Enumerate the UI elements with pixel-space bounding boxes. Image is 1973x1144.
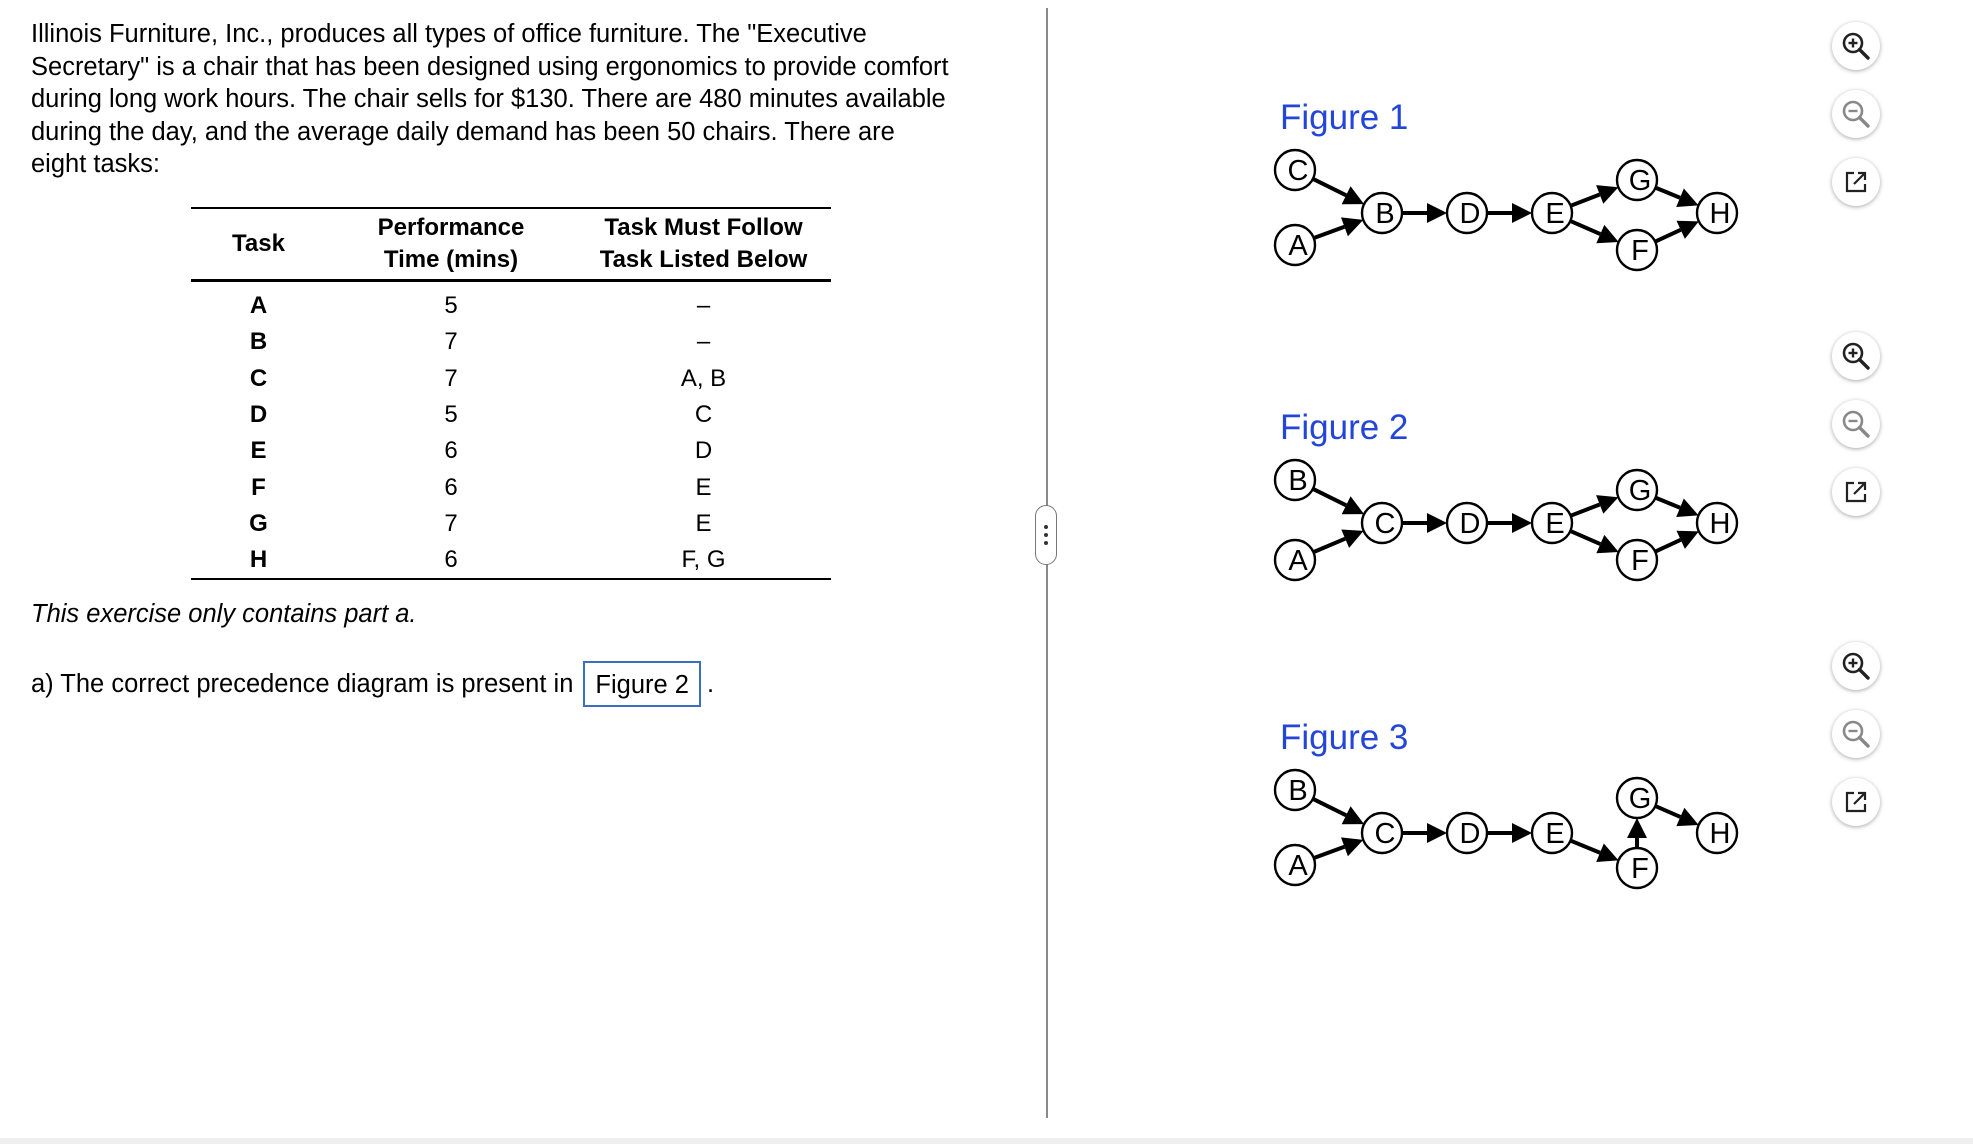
follow-cell: A, B: [680, 364, 727, 392]
problem-statement: [31, 18, 1011, 181]
zoom-out-icon: [1840, 718, 1872, 750]
node-B: [1362, 193, 1402, 233]
node-F: [1617, 848, 1657, 888]
figure-1: [1270, 98, 1790, 298]
node-label: E: [1545, 818, 1565, 850]
figure-3-diagram: [1270, 758, 1790, 908]
figure-title: Figure 3: [1280, 718, 1409, 757]
task-cell: D: [249, 401, 268, 429]
node-label: F: [1631, 235, 1649, 267]
open-external-button[interactable]: [1832, 468, 1880, 516]
resize-handle[interactable]: [1035, 505, 1057, 565]
figure-title: Figure 2: [1280, 408, 1409, 447]
header-follow-line2: Task Listed Below: [599, 246, 808, 273]
node-label: D: [1459, 508, 1481, 540]
time-cell: 5: [444, 292, 458, 320]
node-label: F: [1631, 853, 1649, 885]
intro-line: during the day, and the average daily demand has been 50 chairs. There are: [31, 117, 895, 146]
node-label: E: [1545, 198, 1565, 230]
task-cell: F: [251, 473, 266, 501]
table-row: [191, 433, 831, 469]
table-header-row: [191, 208, 831, 281]
header-follow: [576, 208, 831, 281]
zoom-out-button[interactable]: [1832, 90, 1880, 138]
node-label: E: [1545, 508, 1565, 540]
zoom-in-icon: [1840, 30, 1872, 62]
zoom-in-button[interactable]: [1832, 642, 1880, 690]
open-external-icon: [1842, 168, 1870, 196]
intro-line: during long work hours. The chair sells for $130. There are 480 minutes available: [31, 85, 946, 113]
figure-1-tools: [1832, 22, 1884, 226]
table-row: [191, 397, 831, 433]
node-D: [1447, 503, 1487, 543]
header-time-line2: Time (mins): [383, 246, 519, 273]
header-time: [326, 208, 576, 281]
arrowhead-C-D: [1427, 513, 1447, 533]
node-A: [1275, 845, 1315, 885]
node-label: B: [1288, 465, 1308, 497]
table-row: [191, 469, 831, 505]
bottom-scrollbar-track: [0, 1138, 1973, 1144]
figure-title: Figure 1: [1280, 98, 1409, 137]
follow-cell: E: [695, 473, 712, 501]
intro-line: Secretary" is a chair that has been designed using ergonomics to provide comfort: [31, 52, 949, 81]
task-cell: B: [249, 328, 268, 356]
node-G: [1617, 160, 1657, 200]
zoom-out-icon: [1840, 98, 1872, 130]
exercise-note: This exercise only contains part a.: [31, 600, 417, 628]
table-row: [191, 506, 831, 542]
figure-1-diagram: [1270, 138, 1790, 288]
node-E: [1532, 813, 1572, 853]
figure-2-tools: [1832, 332, 1884, 536]
node-E: [1532, 193, 1572, 233]
question-suffix: .: [706, 670, 715, 698]
node-C: [1362, 503, 1402, 543]
figure-2-diagram: [1270, 448, 1790, 598]
node-label: C: [1374, 818, 1396, 850]
handle-dot: [1044, 533, 1048, 537]
node-B: [1275, 770, 1315, 810]
arrowhead-D-E: [1512, 203, 1532, 223]
intro-line: Illinois Furniture, Inc., produces all types of office furniture. The "Executive: [31, 20, 867, 48]
node-label: H: [1709, 198, 1731, 230]
node-label: D: [1459, 818, 1481, 850]
follow-cell: D: [694, 437, 713, 465]
task-cell: H: [249, 546, 268, 574]
node-F: [1617, 540, 1657, 580]
zoom-out-button[interactable]: [1832, 710, 1880, 758]
node-label: G: [1628, 475, 1652, 507]
handle-dot: [1044, 541, 1048, 545]
table-row: [191, 542, 831, 579]
follow-cell: –: [696, 328, 711, 356]
node-label: F: [1631, 545, 1649, 577]
table-row: [191, 281, 831, 325]
node-label: C: [1287, 155, 1309, 187]
node-label: B: [1375, 198, 1395, 230]
node-H: [1697, 193, 1737, 233]
time-cell: 6: [444, 473, 458, 501]
figure-3-tools: [1832, 642, 1884, 846]
node-G: [1617, 470, 1657, 510]
task-cell: C: [249, 364, 268, 392]
node-label: C: [1374, 508, 1396, 540]
time-cell: 6: [444, 437, 458, 465]
header-task: Task: [232, 230, 285, 257]
node-G: [1617, 778, 1657, 818]
time-cell: 5: [444, 401, 458, 429]
follow-cell: C: [694, 401, 713, 429]
intro-line: eight tasks:: [31, 150, 160, 178]
time-cell: 7: [444, 328, 458, 356]
time-cell: 6: [444, 546, 458, 574]
time-cell: 7: [444, 364, 458, 392]
node-label: A: [1288, 545, 1308, 577]
task-cell: E: [250, 437, 267, 465]
node-D: [1447, 193, 1487, 233]
node-E: [1532, 503, 1572, 543]
time-cell: 7: [444, 509, 458, 537]
header-time-line1: Performance: [377, 214, 525, 241]
node-label: B: [1288, 775, 1308, 807]
open-external-button[interactable]: [1832, 778, 1880, 826]
zoom-in-icon: [1840, 650, 1872, 682]
question-a: [31, 660, 714, 708]
node-label: G: [1628, 165, 1652, 197]
arrowhead-B-D: [1427, 203, 1447, 223]
open-external-icon: [1842, 478, 1870, 506]
task-cell: G: [249, 509, 268, 537]
node-C: [1275, 150, 1315, 190]
arrowhead-D-E: [1512, 823, 1532, 843]
arrowhead-D-E: [1512, 513, 1532, 533]
arrowhead-C-D: [1427, 823, 1447, 843]
table-row: [191, 361, 831, 397]
zoom-in-button[interactable]: [1832, 332, 1880, 380]
arrowhead-F-G: [1627, 818, 1647, 838]
open-external-icon: [1842, 788, 1870, 816]
node-label: G: [1628, 783, 1652, 815]
header-follow-line1: Task Must Follow: [604, 214, 803, 241]
figure-2: [1270, 408, 1790, 608]
handle-dot: [1044, 525, 1048, 529]
node-label: A: [1288, 850, 1308, 882]
answer-dropdown[interactable]: Figure 2: [583, 661, 701, 707]
node-B: [1275, 460, 1315, 500]
node-label: H: [1709, 818, 1731, 850]
node-A: [1275, 225, 1315, 265]
follow-cell: F, G: [681, 546, 726, 574]
task-cell: A: [249, 292, 268, 320]
node-C: [1362, 813, 1402, 853]
node-label: H: [1709, 508, 1731, 540]
node-label: A: [1288, 230, 1308, 262]
open-external-button[interactable]: [1832, 158, 1880, 206]
zoom-in-icon: [1840, 340, 1872, 372]
follow-cell: E: [695, 509, 712, 537]
node-F: [1617, 230, 1657, 270]
task-table: [191, 207, 831, 580]
table-row: [191, 324, 831, 360]
node-D: [1447, 813, 1487, 853]
follow-cell: –: [696, 292, 711, 320]
node-label: D: [1459, 198, 1481, 230]
node-A: [1275, 540, 1315, 580]
zoom-out-icon: [1840, 408, 1872, 440]
zoom-out-button[interactable]: [1832, 400, 1880, 448]
question-prefix: a) The correct precedence diagram is present in: [31, 670, 574, 698]
node-H: [1697, 813, 1737, 853]
zoom-in-button[interactable]: [1832, 22, 1880, 70]
figure-3: [1270, 718, 1790, 918]
node-H: [1697, 503, 1737, 543]
